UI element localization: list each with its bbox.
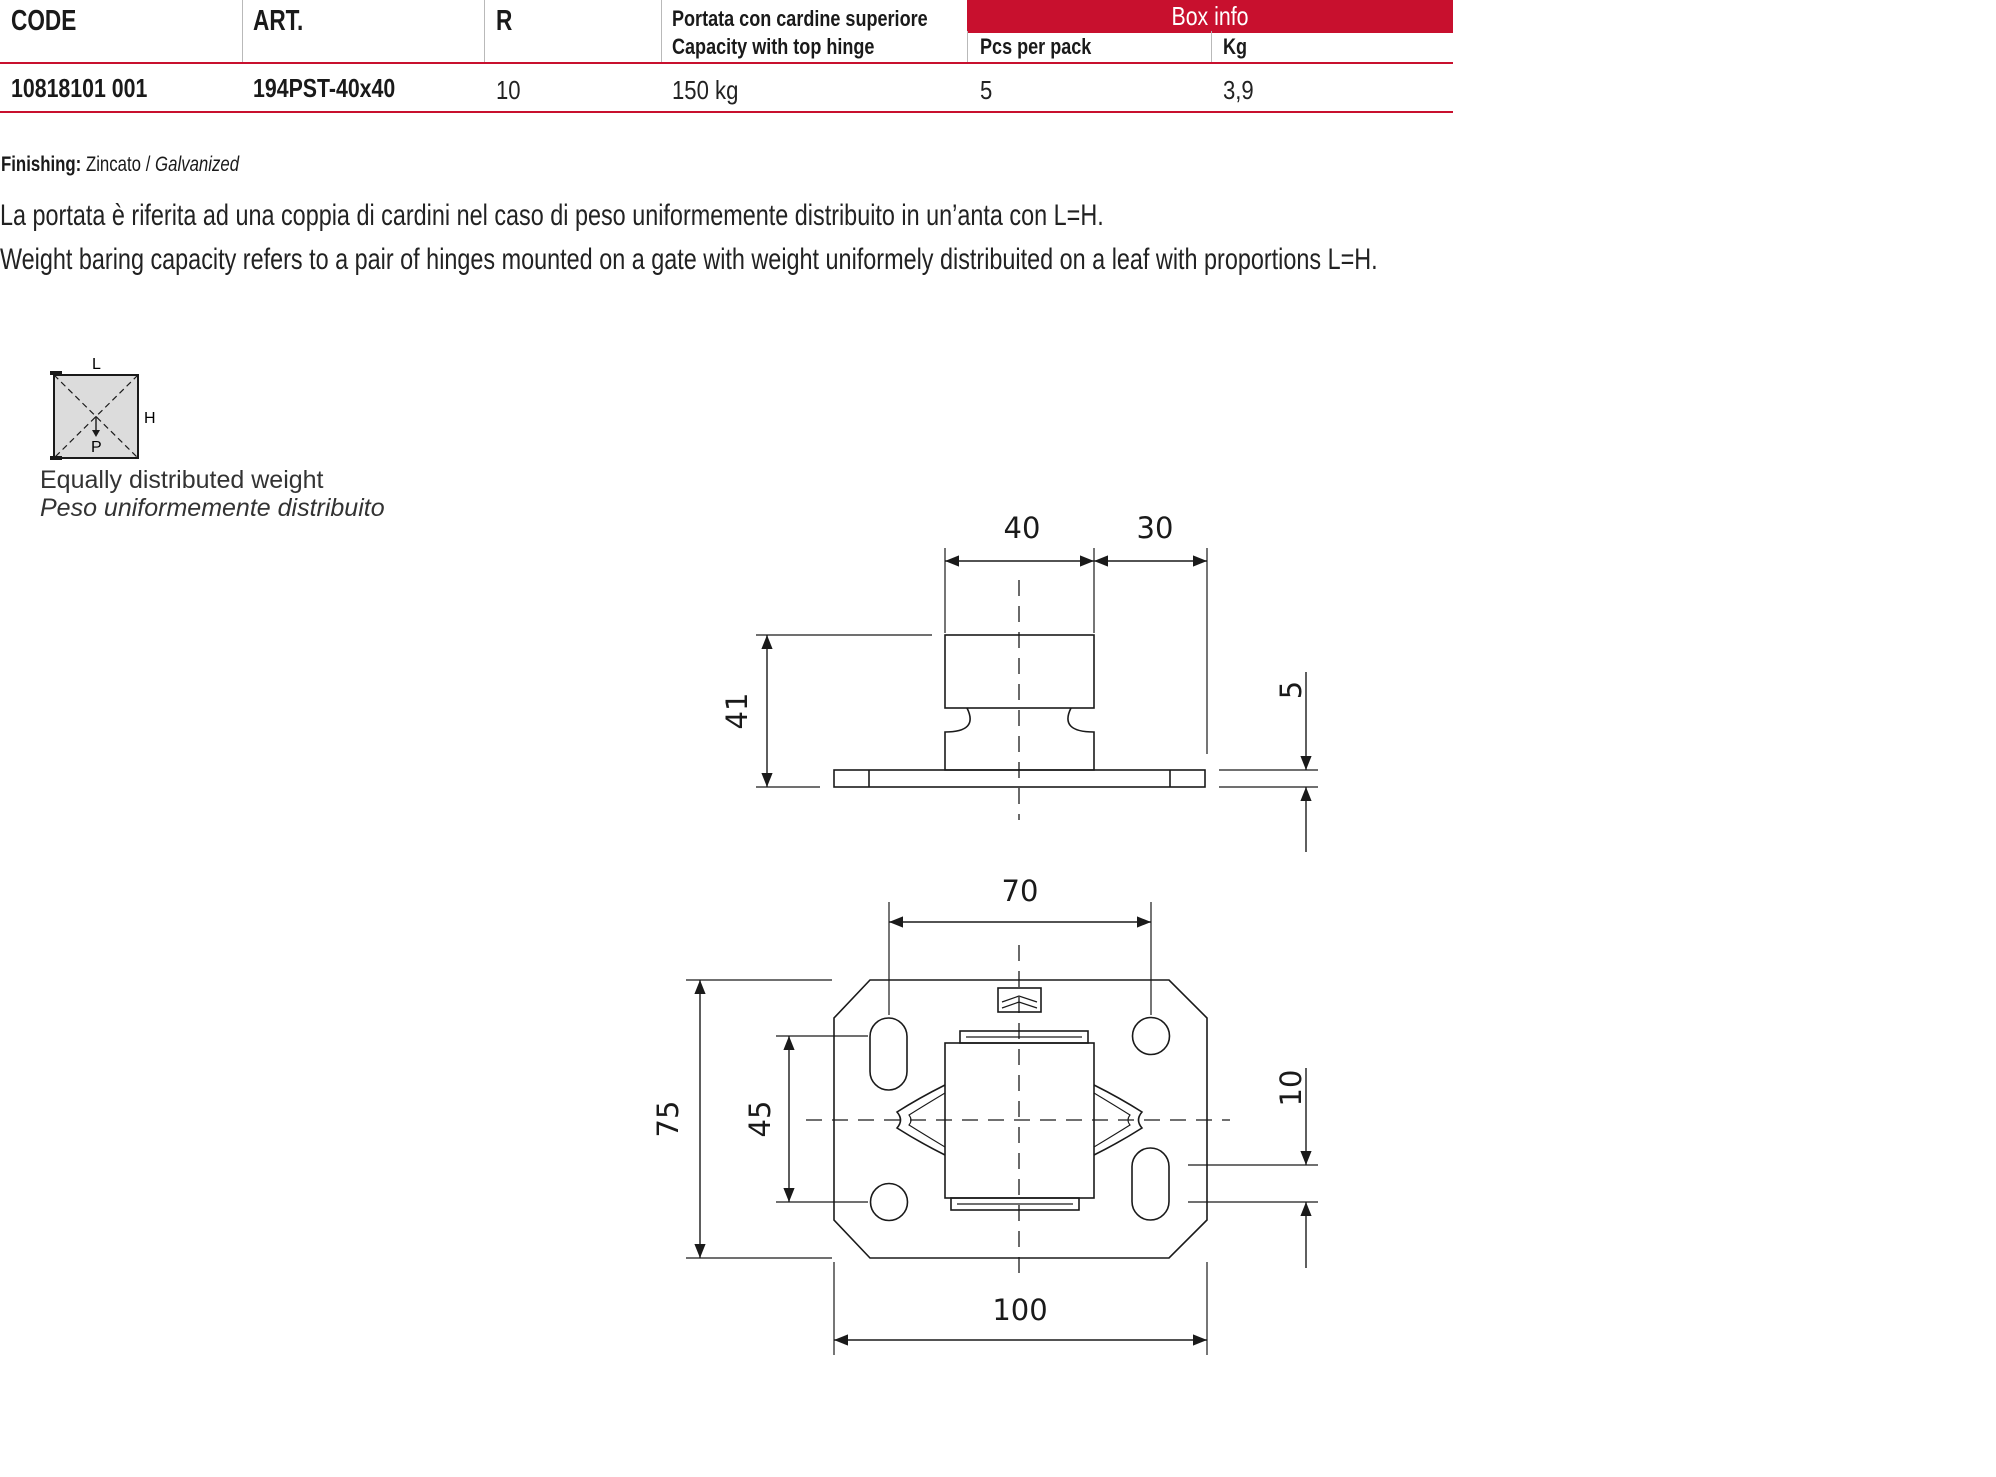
dim-label-5: 5 xyxy=(1274,680,1308,700)
finishing-label: Finishing: xyxy=(1,153,82,176)
row-art: 194PST-40x40 xyxy=(253,73,396,103)
row-r: 10 xyxy=(496,75,521,105)
note-english: Weight baring capacity refers to a pair of hinges mounted on a gate with weight uniformely distribuited on a leaf with proportions L=H. xyxy=(0,243,1378,276)
finishing-value-english: Galvanized xyxy=(155,153,240,176)
finishing-value-italian: Zincato xyxy=(85,153,142,176)
label-h: H xyxy=(144,410,156,427)
header-kg: Kg xyxy=(1223,34,1248,59)
row-code: 10818101 001 xyxy=(11,73,148,103)
note-italian: La portata è riferita ad una coppia di cardini nel caso di peso uniformemente distribuito in un’anta con L=H. xyxy=(0,199,1104,232)
label-p: P xyxy=(91,439,102,456)
finishing-separator: / xyxy=(141,153,156,176)
weight-caption-italian: Peso uniformemente distribuito xyxy=(40,494,385,522)
dim-label-100: 100 xyxy=(992,1293,1048,1327)
weight-caption-english: Equally distributed weight xyxy=(40,466,324,494)
round-hole xyxy=(871,1184,908,1221)
header-capacity-english: Capacity with top hinge xyxy=(672,34,875,59)
header-capacity-italian: Portata con cardine superiore xyxy=(672,6,928,31)
label-l: L xyxy=(92,356,101,373)
header-pcs-per-pack: Pcs per pack xyxy=(980,34,1092,59)
row-kg: 3,9 xyxy=(1223,75,1254,105)
dim-label-75: 75 xyxy=(651,1100,685,1138)
header-code: CODE xyxy=(11,5,77,37)
round-hole xyxy=(1133,1018,1170,1055)
header-art: ART. xyxy=(253,5,304,37)
dim-label-40: 40 xyxy=(1003,511,1041,545)
slot-hole xyxy=(1132,1148,1169,1220)
top-view xyxy=(686,902,1318,1355)
row-capacity: 150 kg xyxy=(672,75,739,105)
dim-label-45: 45 xyxy=(743,1100,777,1138)
dim-label-10: 10 xyxy=(1274,1069,1308,1107)
plate-outline xyxy=(834,980,1207,1258)
dim-label-41: 41 xyxy=(720,692,754,730)
box-info-header: Box info xyxy=(1171,1,1249,31)
dim-label-30: 30 xyxy=(1136,511,1174,545)
dim-label-70: 70 xyxy=(1001,874,1039,908)
side-view xyxy=(756,548,1318,852)
row-pcs-per-pack: 5 xyxy=(980,75,993,105)
slot-hole xyxy=(870,1018,907,1090)
header-r: R xyxy=(496,5,513,37)
